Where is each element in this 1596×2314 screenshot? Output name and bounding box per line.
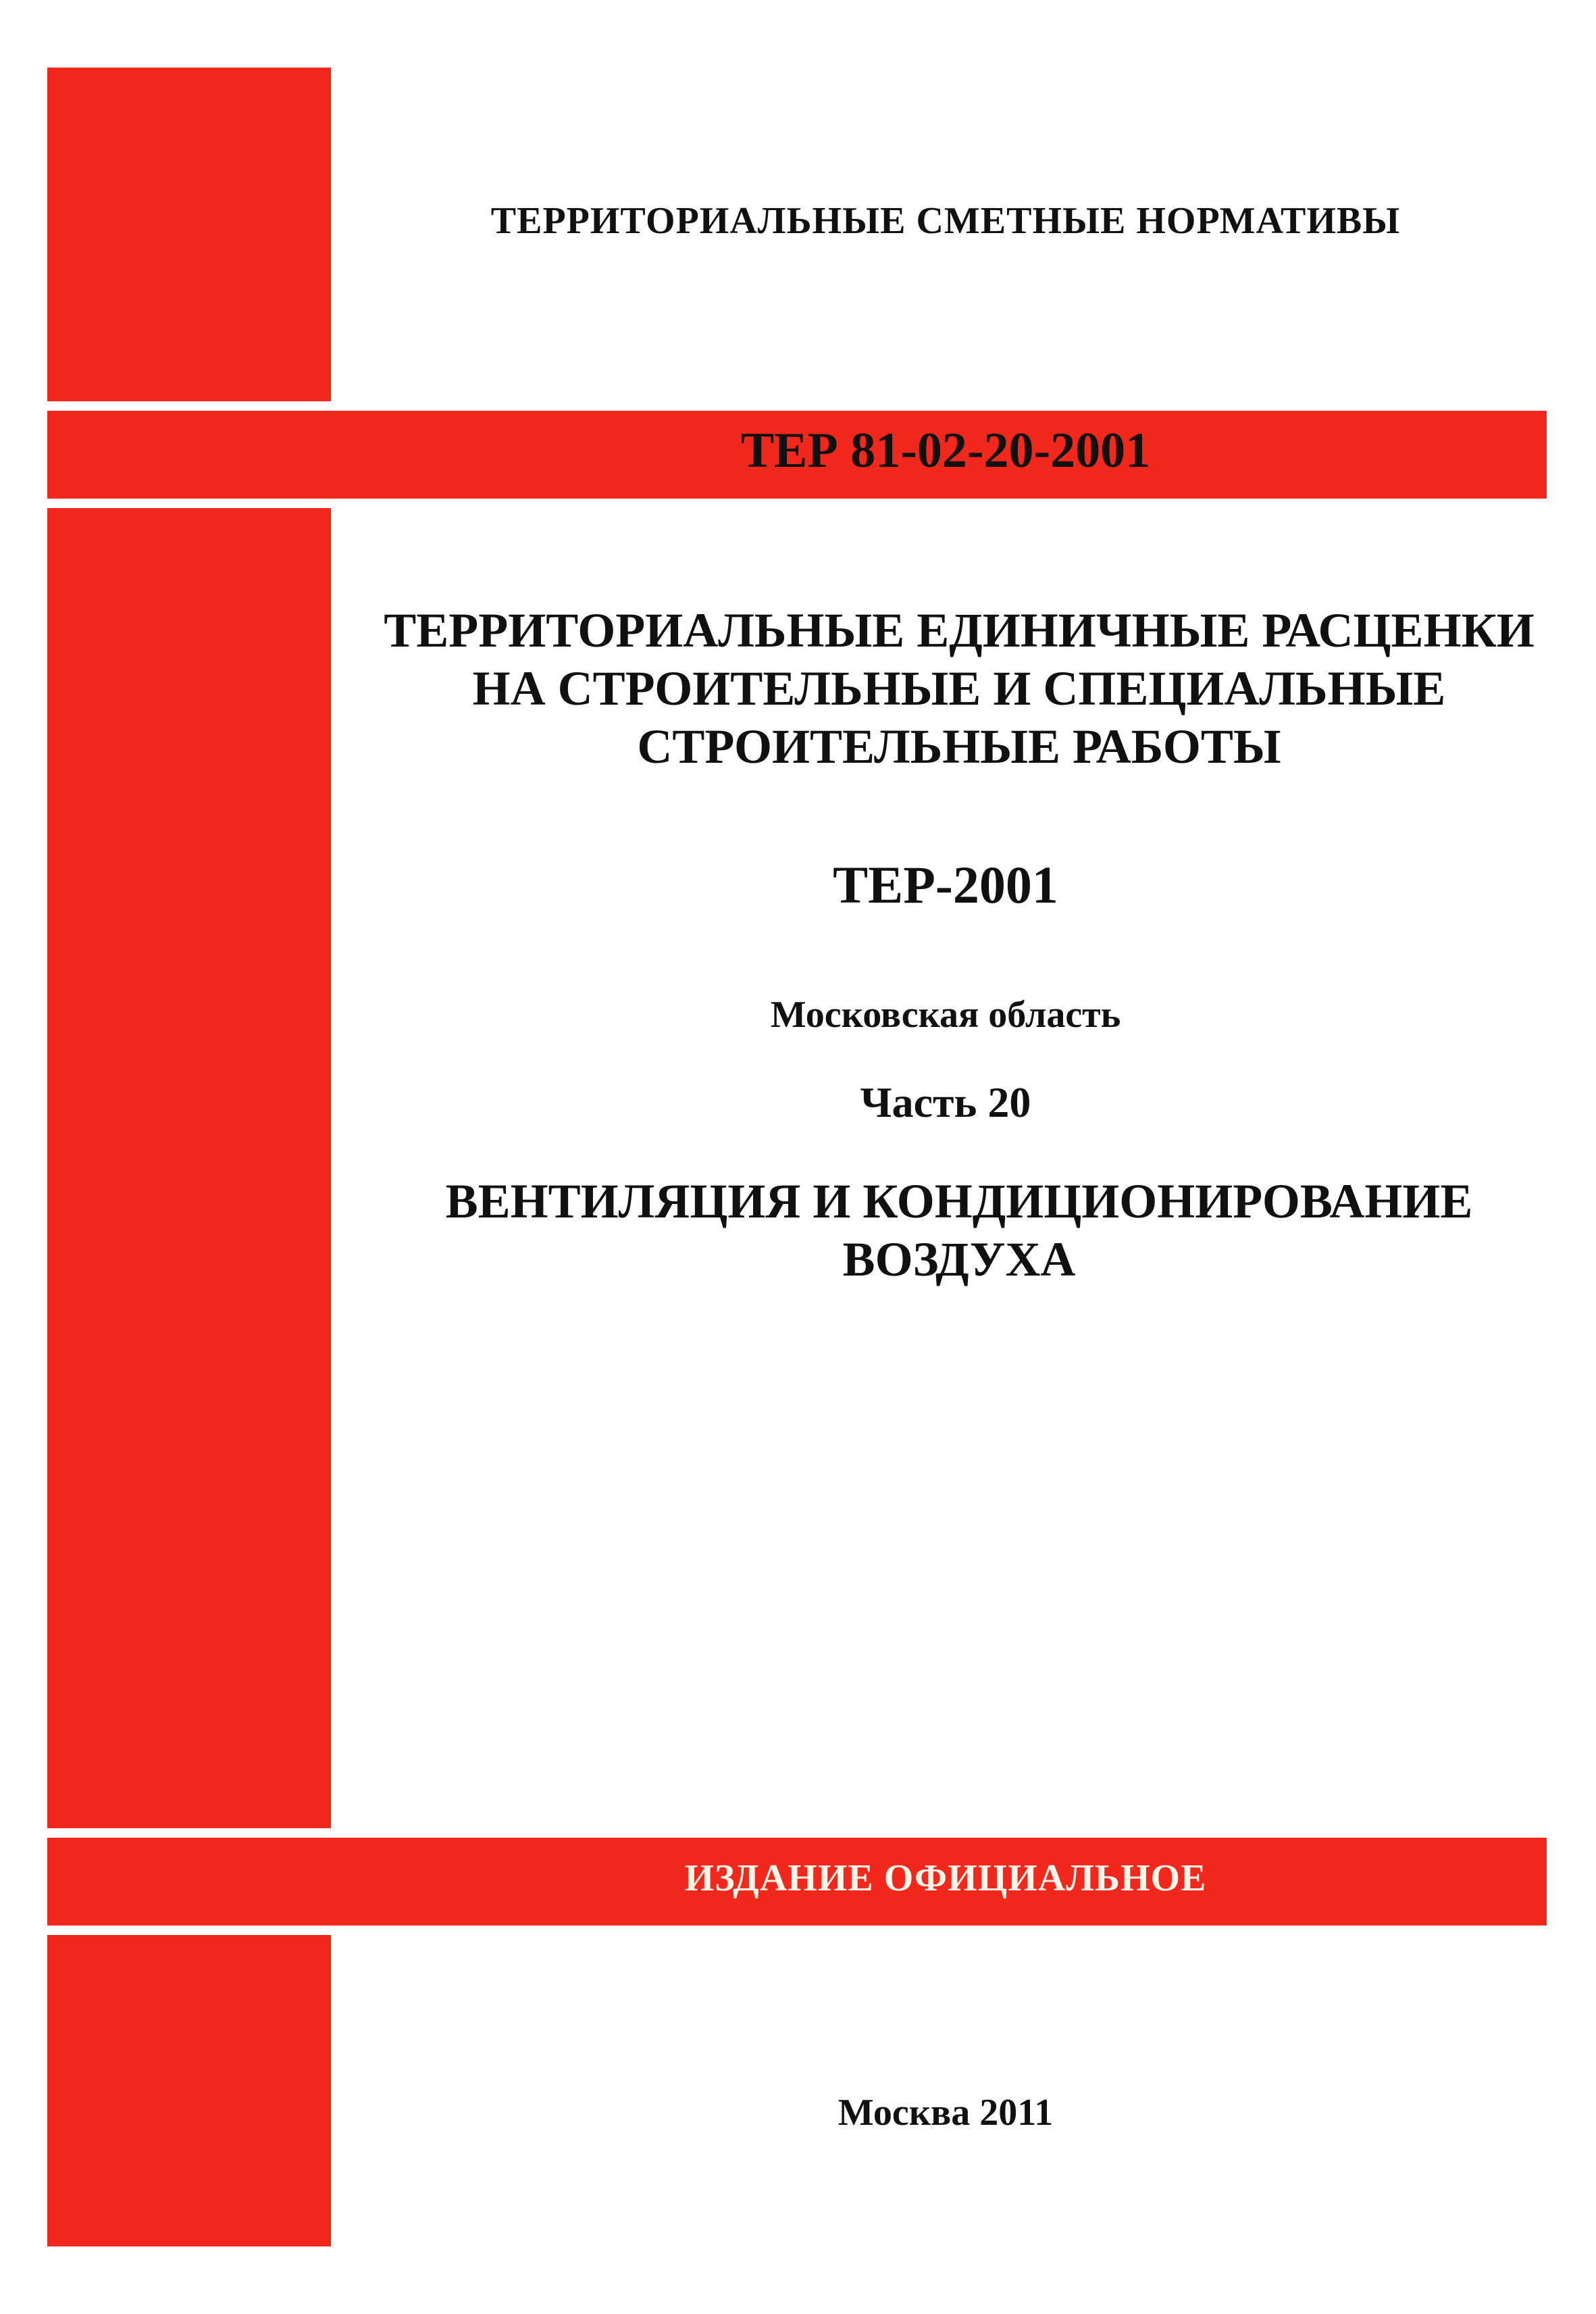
- section-title-line-2: ВОЗДУХА: [842, 1232, 1076, 1286]
- main-title: [351, 601, 1567, 776]
- part-number: Часть 20: [860, 1078, 1031, 1126]
- official-edition-label: ИЗДАНИЕ ОФИЦИАЛЬНОЕ: [684, 1857, 1207, 1899]
- white-gap-under-top-band: [47, 499, 331, 508]
- section-title-line-1: ВЕНТИЛЯЦИЯ И КОНДИЦИОНИРОВАНИЕ: [445, 1174, 1473, 1228]
- region: Московская область: [770, 994, 1121, 1036]
- city-year: Москва 2011: [838, 2092, 1054, 2134]
- main-title-line-3: СТРОИТЕЛЬНЫЕ РАБОТЫ: [637, 720, 1281, 774]
- main-title-line-1: ТЕРРИТОРИАЛЬНЫЕ ЕДИНИЧНЫЕ РАСЦЕНКИ: [384, 603, 1535, 657]
- section-title: [351, 1172, 1567, 1288]
- white-gap-above-bottom-band: [47, 1828, 331, 1838]
- white-gap-top: [47, 401, 331, 411]
- series-title: ТЕРРИТОРИАЛЬНЫЕ СМЕТНЫЕ НОРМАТИВЫ: [490, 200, 1401, 242]
- short-code: ТЕР-2001: [833, 855, 1058, 914]
- white-gap-under-bottom-band: [47, 1926, 331, 1935]
- document-code: ТЕР 81-02-20-2001: [740, 423, 1151, 478]
- main-title-line-2: НА СТРОИТЕЛЬНЫЕ И СПЕЦИАЛЬНЫЕ: [472, 661, 1446, 715]
